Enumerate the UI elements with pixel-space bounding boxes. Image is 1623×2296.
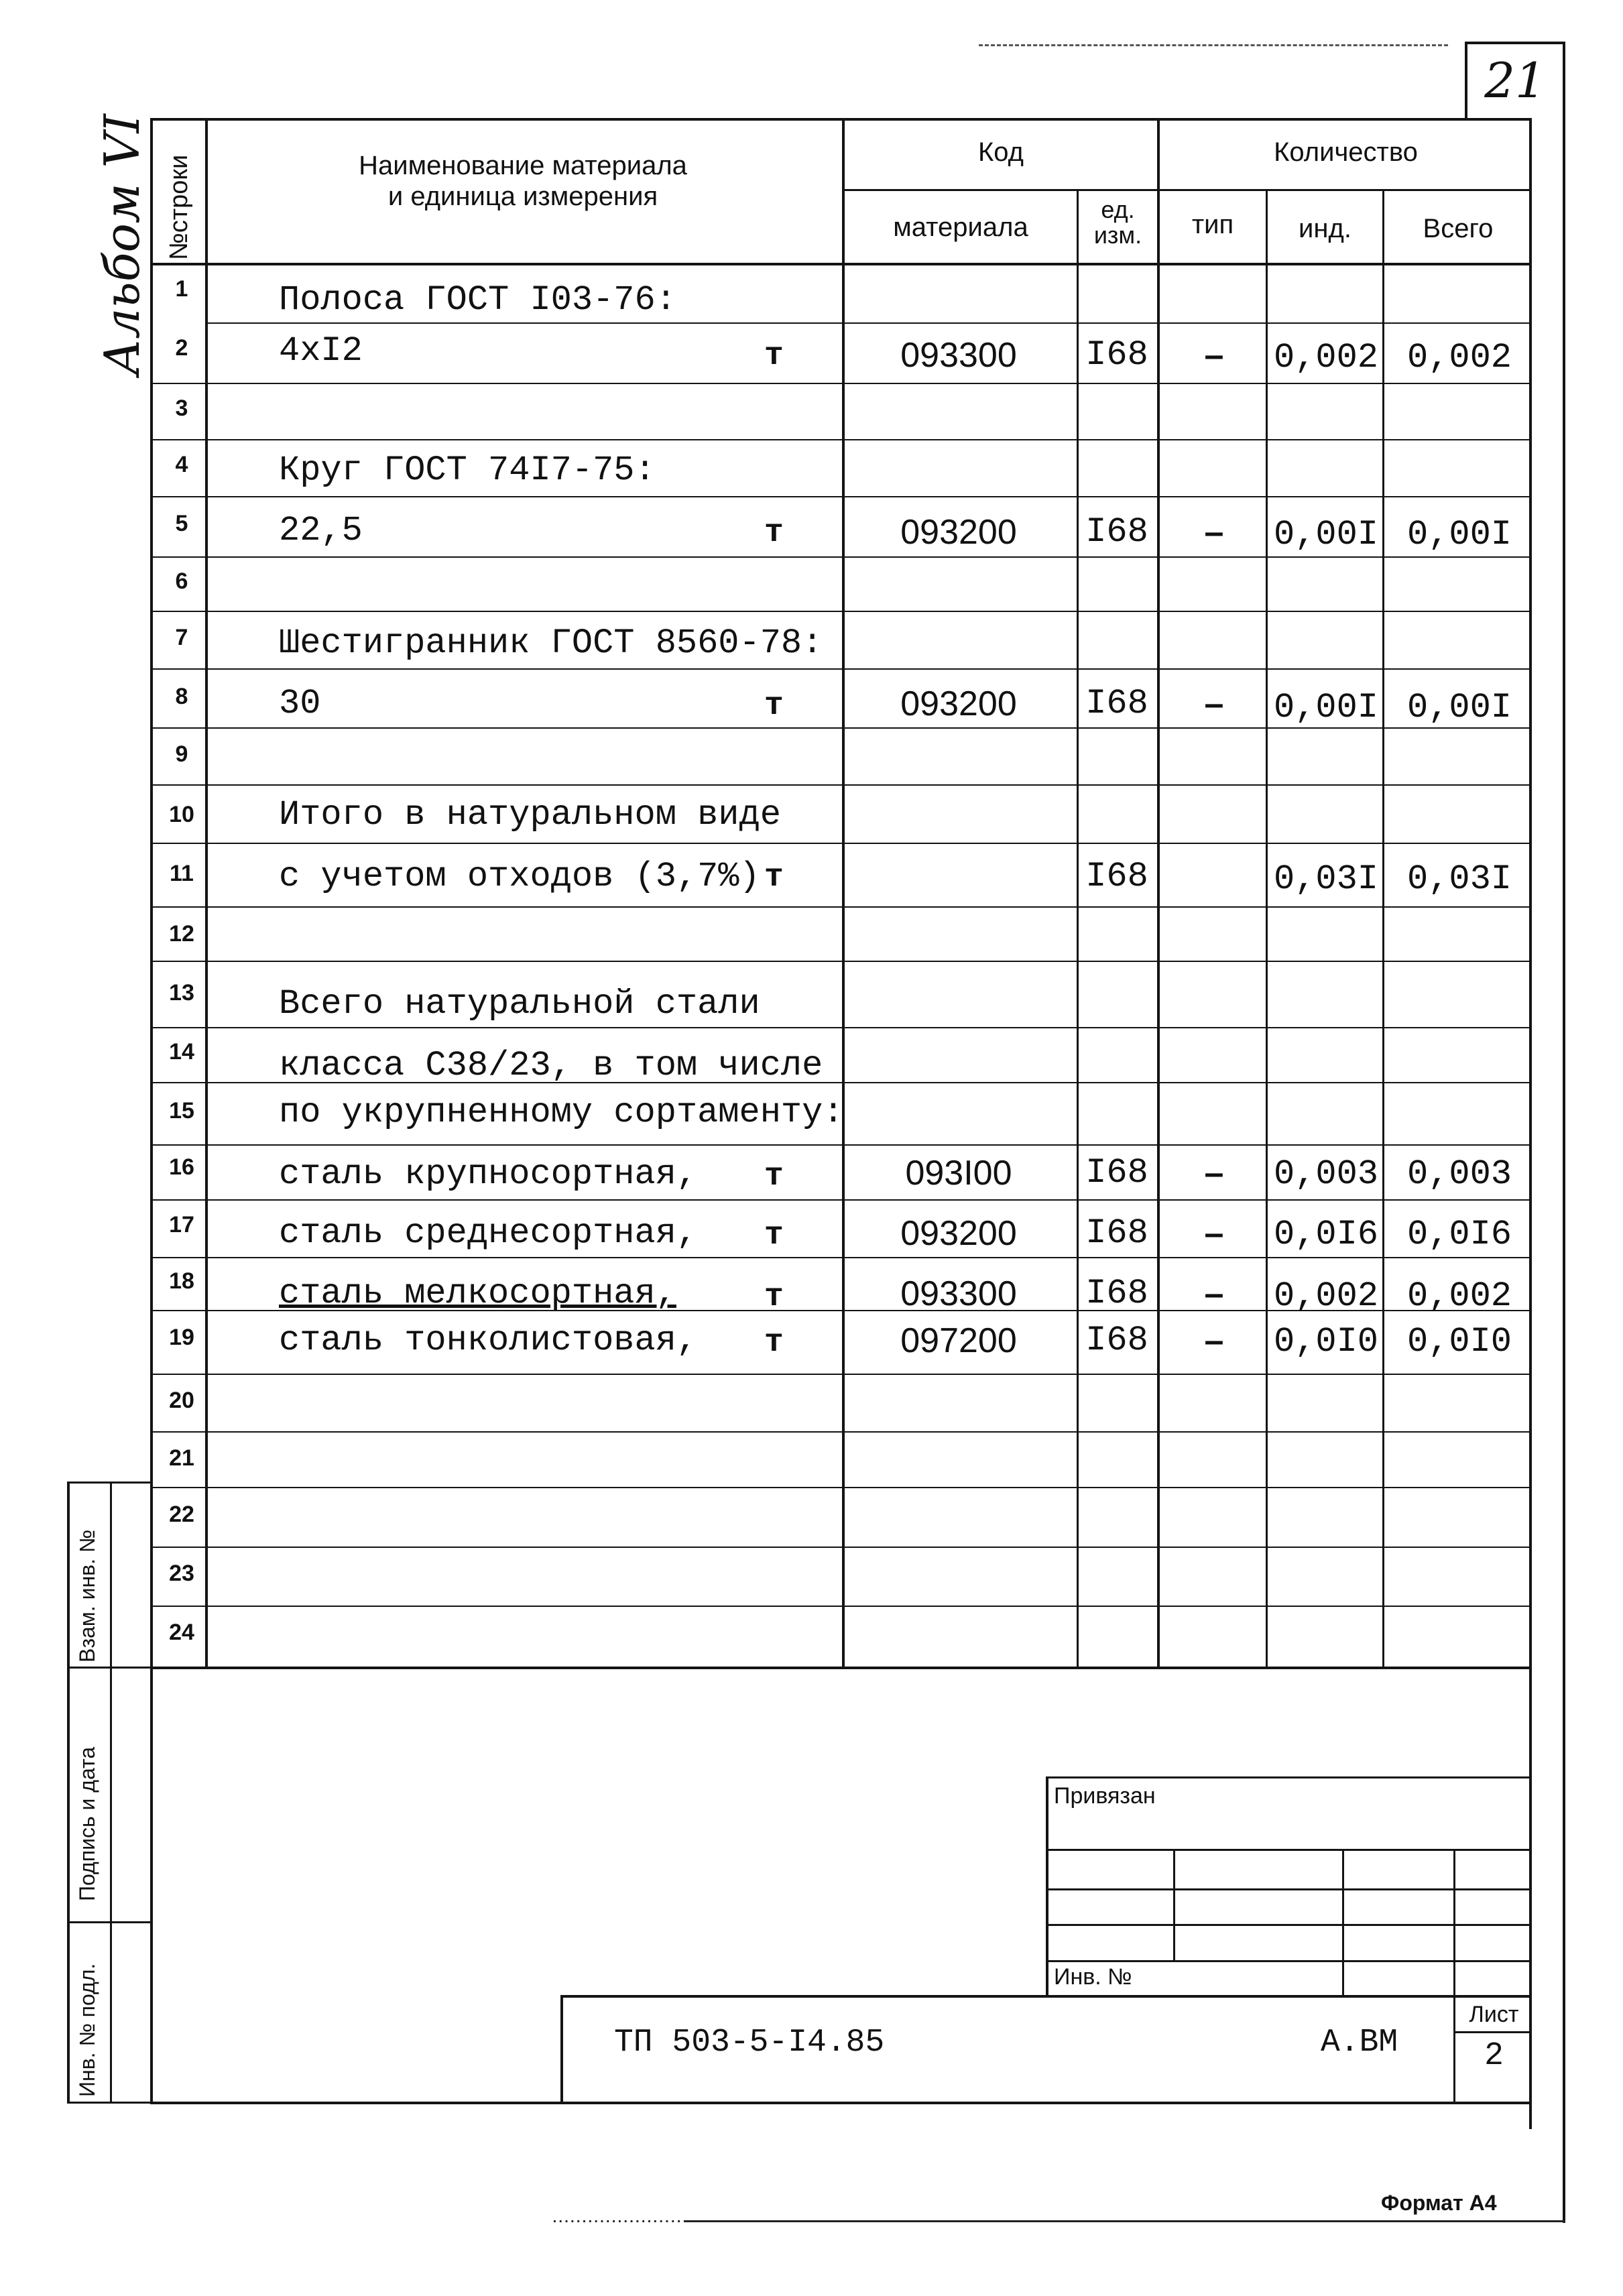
unit-code: I68 [1085, 1213, 1148, 1253]
material-code: 093I00 [905, 1154, 1012, 1193]
section-code: А.ВМ [1321, 2025, 1398, 2061]
material-code: 093200 [900, 684, 1017, 723]
material-name: класса С38/23, в том числе [279, 1046, 823, 1085]
material-name: сталь мелкосортная, [279, 1274, 676, 1313]
material-name: Итого в натуральном виде [279, 795, 781, 835]
bottom-dash [550, 2220, 684, 2222]
unit-code: I68 [1085, 857, 1148, 896]
material-name: по укрупненному сортаменту: [279, 1093, 844, 1132]
unit-code: I68 [1085, 1321, 1148, 1360]
row-number: 12 [169, 921, 194, 947]
header-name: Наименование материала и единица измерения [359, 151, 687, 211]
qty-total: 0,002 [1406, 1276, 1512, 1316]
unit-code: I68 [1085, 1153, 1148, 1193]
vzam-inv-label: Взам. инв. № [75, 1529, 99, 1663]
material-name: сталь тонколистовая, [279, 1321, 698, 1360]
material-code: 093300 [900, 336, 1017, 375]
qty-ind: 0,03I [1273, 859, 1379, 899]
qty-type: – [1204, 1154, 1224, 1193]
row-number: 17 [169, 1212, 194, 1237]
row-number: 5 [175, 511, 188, 536]
unit: т [764, 859, 784, 896]
row-number: 7 [175, 625, 188, 650]
unit: т [764, 338, 784, 374]
unit-code: I68 [1085, 684, 1148, 723]
qty-ind: 0,002 [1273, 1276, 1379, 1316]
row-number: 20 [169, 1388, 194, 1413]
row-number: 15 [169, 1098, 194, 1124]
row-number: 9 [175, 741, 188, 767]
album-label: Альбом VI [94, 114, 150, 375]
qty-ind: 0,002 [1273, 338, 1379, 377]
header-total: Всего [1423, 214, 1494, 243]
header-code-material: материала [893, 213, 1028, 242]
row-number: 14 [169, 1039, 194, 1065]
material-name: с учетом отходов (3,7%) [279, 857, 760, 896]
qty-ind: 0,003 [1273, 1154, 1379, 1194]
material-name: Круг ГОСТ 74I7-75: [279, 450, 656, 490]
material-name: Полоса ГОСТ I03-76: [279, 280, 676, 320]
qty-total: 0,003 [1406, 1154, 1512, 1194]
qty-total: 0,00I [1406, 688, 1512, 727]
unit-code: I68 [1085, 335, 1148, 375]
inv-podl-label: Инв. № подл. [75, 1963, 99, 2097]
material-code: 093200 [900, 1214, 1017, 1253]
unit: т [764, 1158, 784, 1195]
material-name: 22,5 [279, 511, 363, 550]
row-number: 13 [169, 980, 194, 1006]
header-quantity: Количество [1274, 137, 1418, 167]
qty-type: – [1204, 1321, 1224, 1360]
qty-total: 0,00I [1406, 515, 1512, 554]
material-name: 4xI2 [279, 331, 363, 371]
document-code: ТП 503-5-I4.85 [614, 2025, 885, 2061]
qty-type: – [1204, 1274, 1224, 1313]
row-number: 18 [169, 1268, 194, 1294]
header-row-no: №строки [165, 154, 193, 260]
row-number: 8 [175, 684, 188, 709]
material-name: 30 [279, 684, 321, 723]
sheet-label: Лист [1469, 2002, 1519, 2027]
row-number: 23 [169, 1561, 194, 1586]
row-number: 24 [169, 1620, 194, 1645]
qty-total: 0,002 [1406, 338, 1512, 377]
row-number: 3 [175, 396, 188, 421]
qty-ind: 0,00I [1273, 515, 1379, 554]
qty-total: 0,0I0 [1406, 1322, 1512, 1362]
unit: т [764, 515, 784, 551]
row-number: 22 [169, 1502, 194, 1527]
material-name: Шестигранник ГОСТ 8560-78: [279, 623, 823, 663]
qty-total: 0,03I [1406, 859, 1512, 899]
row-number: 6 [175, 568, 188, 594]
unit-code: I68 [1085, 512, 1148, 552]
material-name: Всего натуральной стали [279, 984, 760, 1024]
privyazan-label: Привязан [1054, 1783, 1156, 1809]
row-number: 21 [169, 1445, 194, 1471]
header-code-unit: ед. изм. [1093, 196, 1142, 249]
qty-ind: 0,0I0 [1273, 1322, 1379, 1362]
material-name: сталь среднесортная, [279, 1213, 698, 1253]
qty-type: – [1204, 513, 1224, 552]
material-code: 093300 [900, 1274, 1017, 1313]
material-name: сталь крупносортная, [279, 1154, 698, 1194]
row-number: 2 [175, 335, 188, 361]
row-number: 16 [169, 1154, 194, 1180]
unit: т [764, 1325, 784, 1361]
top-dash [979, 44, 1448, 46]
qty-total: 0,0I6 [1406, 1215, 1512, 1254]
unit: т [764, 1217, 784, 1254]
row-number: 4 [175, 452, 188, 477]
row-number: 10 [169, 802, 194, 827]
unit: т [764, 688, 784, 724]
row-number: 1 [175, 276, 188, 302]
podpis-data-label: Подпись и дата [75, 1746, 99, 1901]
qty-ind: 0,0I6 [1273, 1215, 1379, 1254]
material-code: 093200 [900, 513, 1017, 552]
page-number: 21 [1484, 52, 1546, 109]
row-number: 11 [170, 861, 194, 886]
unit: т [764, 1279, 784, 1315]
qty-type: – [1204, 336, 1224, 375]
qty-type: – [1204, 684, 1224, 723]
inv-no-label: Инв. № [1054, 1964, 1132, 1990]
format-label: Формат А4 [1381, 2191, 1497, 2215]
material-code: 097200 [900, 1321, 1017, 1360]
unit-code: I68 [1085, 1274, 1148, 1313]
header-ind: инд. [1299, 214, 1351, 243]
qty-ind: 0,00I [1273, 688, 1379, 727]
sheet-number: 2 [1484, 2038, 1504, 2074]
header-code: Код [977, 137, 1024, 167]
header-type: тип [1191, 210, 1234, 239]
qty-type: – [1204, 1214, 1224, 1253]
row-number: 19 [169, 1325, 194, 1350]
